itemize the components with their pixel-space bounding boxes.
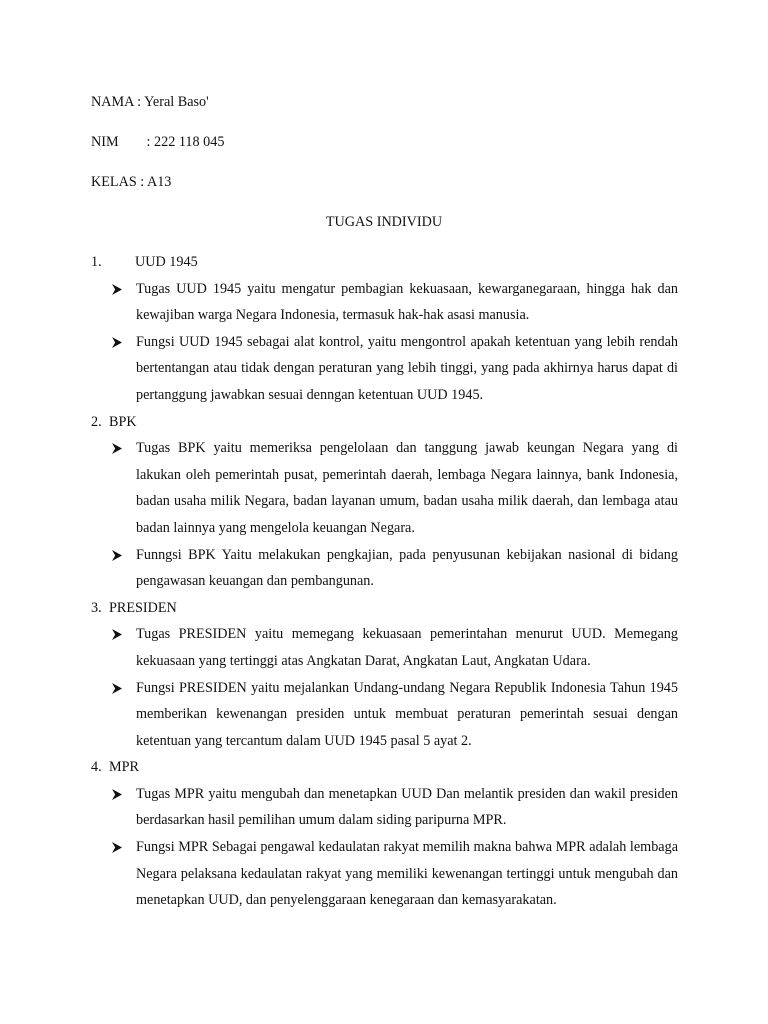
section-number: 3. <box>91 599 102 616</box>
section-heading <box>91 249 678 276</box>
section-number: 4. <box>91 759 102 776</box>
bullet-text: Tugas MPR yaitu mengubah dan menetapkan UUD Dan melantik presiden dan wakil presiden berdasarkan hasil pemilihan umum dalam siding paripurna MPR. <box>136 785 678 829</box>
bullet-text: Funngsi BPK Yaitu melakukan pengkajian, pada penyusunan kebijakan nasional di bidang pengawasan keuangan dan pembangunan. <box>136 546 678 590</box>
section-bpk <box>91 409 678 595</box>
document-title: TUGAS INDIVIDU <box>325 214 443 230</box>
section-heading <box>91 595 678 622</box>
bullet-text: Fungsi MPR Sebagai pengawal kedaulatan rakyat memilih makna bahwa MPR adalah lembaga Negara pelaksana kedaulatan rakyat yang memiliki kewenangan tertinggi untuk mengubah dan menetapkan UUD, dan penyelenggaraan kenegaraan dan kemasyarakatan. <box>136 839 678 909</box>
list-item <box>112 329 678 409</box>
bullet-text: Tugas PRESIDEN yaitu memegang kekuasaan pemerintahan menurut UUD. Memegang kekuasaan yang tertinggi atas Angkatan Darat, Angkatan Laut, Angkatan Udara. <box>136 626 678 669</box>
nim-label: NIM <box>91 134 119 150</box>
arrowhead-bullet-icon <box>112 435 136 541</box>
list-item <box>112 435 678 541</box>
section-presiden <box>91 595 678 755</box>
kelas-line <box>91 172 171 192</box>
bullet-text: Tugas BPK yaitu memeriksa pengelolaan dan tanggung jawab keungan Negara yang di lakukan oleh pemerintah pusat, pemerintah daerah, lembaga Negara lainnya, bank Indonesia, badan usaha milik Negara, badan layanan umum, badan usaha milik daerah, dan lembaga atau badan lainnya yang mengelola keuangan Negara. <box>136 440 678 536</box>
list-item <box>112 542 678 595</box>
nim-line <box>91 132 224 152</box>
list-item <box>112 621 678 674</box>
nama-label: NAMA : <box>91 94 142 110</box>
list-item <box>112 781 678 834</box>
bullet-text: Tugas UUD 1945 yaitu mengatur pembagian kekuasaan, kewarganegaraan, hingga hak dan kewajiban warga Negara Indonesia, termasuk hak-hak asasi manusia. <box>136 280 678 324</box>
arrowhead-bullet-icon <box>112 781 136 834</box>
arrowhead-bullet-icon <box>112 329 136 409</box>
arrowhead-bullet-icon <box>112 675 136 755</box>
section-heading <box>91 409 678 436</box>
list-item <box>112 276 678 329</box>
section-number: 2. <box>91 413 102 430</box>
section-heading <box>91 754 678 781</box>
nama-value: Yeral Baso' <box>144 94 209 110</box>
section-title: UUD 1945 <box>135 254 198 270</box>
arrowhead-bullet-icon <box>112 834 136 914</box>
bullet-list <box>91 435 678 595</box>
bullet-text: Fungsi UUD 1945 sebagai alat kontrol, yaitu mengontrol apakah ketentuan yang lebih rendah bertentangan atau tidak dengan peraturan yang lebih tinggi, yang pada akhirnya harus dapat di pertanggung jawabkan sesuai denngan ketentuan UUD 1945. <box>136 333 678 403</box>
section-mpr <box>91 754 678 914</box>
section-title: PRESIDEN <box>109 599 177 616</box>
bullet-list <box>91 781 678 914</box>
nim-value: : 222 118 045 <box>146 134 225 150</box>
arrowhead-bullet-icon <box>112 276 136 329</box>
section-uud-1945 <box>91 249 678 409</box>
list-item <box>112 675 678 755</box>
list-item <box>112 834 678 914</box>
section-title: MPR <box>109 759 139 776</box>
section-number: 1. <box>91 254 102 270</box>
arrowhead-bullet-icon <box>112 621 136 674</box>
bullet-list <box>91 276 678 409</box>
arrowhead-bullet-icon <box>112 542 136 595</box>
kelas-label: KELAS : <box>91 174 145 190</box>
document-body <box>91 249 678 914</box>
kelas-value: A13 <box>146 174 172 190</box>
nama-line <box>91 92 209 112</box>
bullet-text: Fungsi PRESIDEN yaitu mejalankan Undang-undang Negara Republik Indonesia Tahun 1945 memberikan kewenangan presiden untuk membuat peraturan pemerintah sesuai dengan ketentuan yang tercantum dalam UUD 1945 pasal 5 ayat 2. <box>136 679 678 749</box>
bullet-list <box>91 621 678 754</box>
section-title: BPK <box>109 413 137 430</box>
